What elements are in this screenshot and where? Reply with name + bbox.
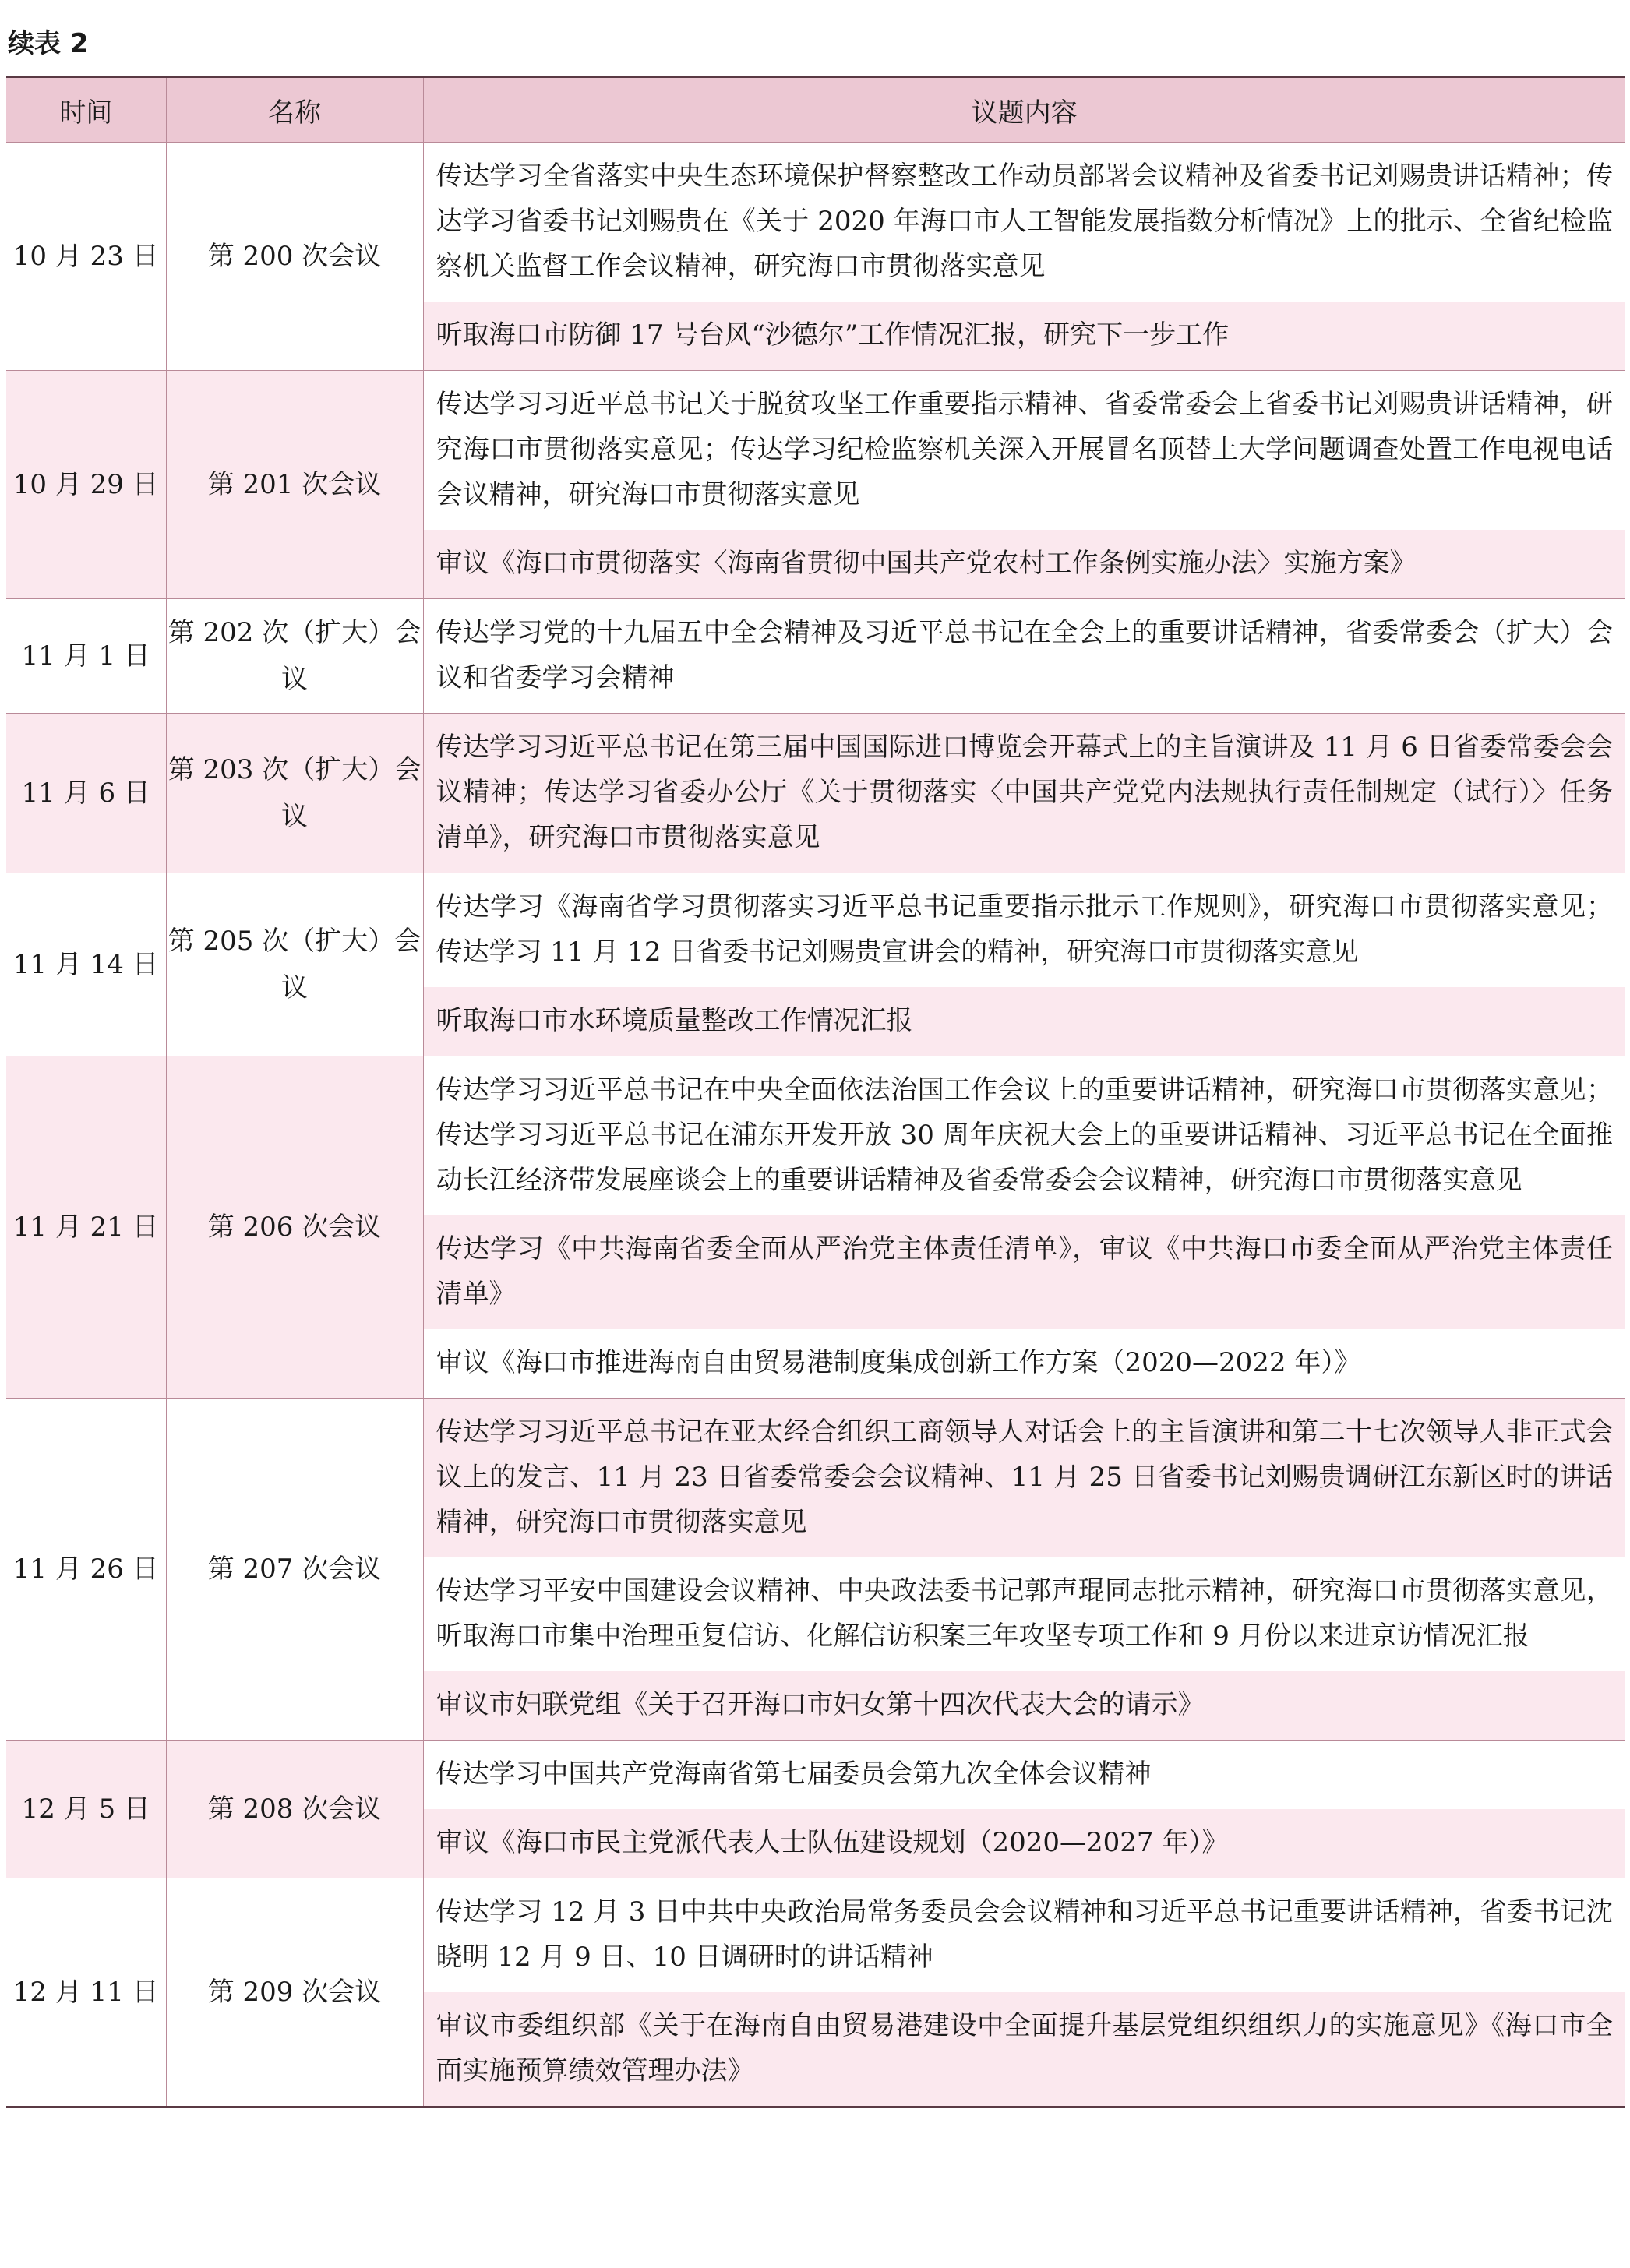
header-topics: 议题内容 [423, 77, 1625, 143]
meeting-topic: 传达学习平安中国建设会议精神、中央政法委书记郭声琨同志批示精神，研究海口市贯彻落实意见，听取海口市集中治理重复信访、化解信访积案三年攻坚专项工作和 9 月份以来进京访情况汇报 [423, 1557, 1625, 1671]
table-row [6, 1741, 1625, 1810]
table-caption: 续表 2 [8, 28, 89, 59]
meeting-name: 第 205 次（扩大）会议 [166, 873, 423, 1056]
meeting-name: 第 200 次会议 [166, 143, 423, 371]
table-row [6, 714, 1625, 873]
meeting-topic: 传达学习《海南省学习贯彻落实习近平总书记重要指示批示工作规则》，研究海口市贯彻落实意见；传达学习 11 月 12 日省委书记刘赐贵宣讲会的精神，研究海口市贯彻落实意见 [423, 873, 1625, 988]
meeting-topic: 传达学习习近平总书记在亚太经合组织工商领导人对话会上的主旨演讲和第二十七次领导人非正式会议上的发言、11 月 23 日省委常委会会议精神、11 月 25 日省委书记刘赐贵调研江东新区时的讲话精神，研究海口市贯彻落实意见 [423, 1399, 1625, 1558]
meeting-date: 11 月 26 日 [6, 1399, 166, 1741]
meeting-topic: 传达学习全省落实中央生态环境保护督察整改工作动员部署会议精神及省委书记刘赐贵讲话精神；传达学习省委书记刘赐贵在《关于 2020 年海口市人工智能发展指数分析情况》上的批示、全省纪检监察机关监督工作会议精神，研究海口市贯彻落实意见 [423, 143, 1625, 302]
meeting-date: 12 月 5 日 [6, 1741, 166, 1878]
table-row [6, 371, 1625, 531]
header-name: 名称 [166, 77, 423, 143]
meeting-name: 第 208 次会议 [166, 1741, 423, 1878]
meeting-topic: 传达学习习近平总书记在第三届中国国际进口博览会开幕式上的主旨演讲及 11 月 6 日省委常委会会议精神；传达学习省委办公厅《关于贯彻落实〈中国共产党党内法规执行责任制规定（试行）〉任务清单》，研究海口市贯彻落实意见 [423, 714, 1625, 873]
meeting-date: 10 月 23 日 [6, 143, 166, 371]
meeting-date: 11 月 14 日 [6, 873, 166, 1056]
meeting-topic: 审议《海口市贯彻落实〈海南省贯彻中国共产党农村工作条例实施办法〉实施方案》 [423, 530, 1625, 599]
table-row [6, 873, 1625, 988]
meeting-topic: 审议市妇联党组《关于召开海口市妇女第十四次代表大会的请示》 [423, 1671, 1625, 1741]
meeting-date: 11 月 1 日 [6, 599, 166, 714]
meeting-topic: 传达学习习近平总书记在中央全面依法治国工作会议上的重要讲话精神，研究海口市贯彻落实意见；传达学习习近平总书记在浦东开发开放 30 周年庆祝大会上的重要讲话精神、习近平总书记在全面推动长江经济带发展座谈会上的重要讲话精神及省委常委会会议精神，研究海口市贯彻落实意见 [423, 1056, 1625, 1216]
meeting-name: 第 207 次会议 [166, 1399, 423, 1741]
header-date: 时间 [6, 77, 166, 143]
table-header-row [6, 77, 1625, 143]
table-row [6, 143, 1625, 302]
meeting-topic: 传达学习习近平总书记关于脱贫攻坚工作重要指示精神、省委常委会上省委书记刘赐贵讲话精神，研究海口市贯彻落实意见；传达学习纪检监察机关深入开展冒名顶替上大学问题调查处置工作电视电话会议精神，研究海口市贯彻落实意见 [423, 371, 1625, 531]
table-row [6, 1878, 1625, 1993]
meeting-topic: 传达学习中国共产党海南省第七届委员会第九次全体会议精神 [423, 1741, 1625, 1810]
meeting-date: 11 月 6 日 [6, 714, 166, 873]
meeting-table [6, 76, 1625, 2108]
meeting-topic: 听取海口市防御 17 号台风“沙德尔”工作情况汇报，研究下一步工作 [423, 302, 1625, 371]
meeting-topic: 审议《海口市推进海南自由贸易港制度集成创新工作方案（2020—2022 年）》 [423, 1329, 1625, 1399]
meeting-topic: 传达学习党的十九届五中全会精神及习近平总书记在全会上的重要讲话精神，省委常委会（扩大）会议和省委学习会精神 [423, 599, 1625, 714]
meeting-topic: 审议《海口市民主党派代表人士队伍建设规划（2020—2027 年）》 [423, 1809, 1625, 1878]
meeting-name: 第 201 次会议 [166, 371, 423, 599]
meeting-name: 第 206 次会议 [166, 1056, 423, 1399]
meeting-topic: 审议市委组织部《关于在海南自由贸易港建设中全面提升基层党组织组织力的实施意见》《海口市全面实施预算绩效管理办法》 [423, 1992, 1625, 2107]
meeting-name: 第 209 次会议 [166, 1878, 423, 2108]
table-row [6, 1399, 1625, 1558]
meeting-name: 第 203 次（扩大）会议 [166, 714, 423, 873]
meeting-date: 11 月 21 日 [6, 1056, 166, 1399]
meeting-topic: 传达学习 12 月 3 日中共中央政治局常务委员会会议精神和习近平总书记重要讲话精神，省委书记沈晓明 12 月 9 日、10 日调研时的讲话精神 [423, 1878, 1625, 1993]
meeting-date: 12 月 11 日 [6, 1878, 166, 2108]
table-row [6, 599, 1625, 714]
meeting-name: 第 202 次（扩大）会议 [166, 599, 423, 714]
meeting-topic: 传达学习《中共海南省委全面从严治党主体责任清单》，审议《中共海口市委全面从严治党主体责任清单》 [423, 1215, 1625, 1329]
table-row [6, 1056, 1625, 1216]
meeting-topic: 听取海口市水环境质量整改工作情况汇报 [423, 987, 1625, 1056]
meeting-date: 10 月 29 日 [6, 371, 166, 599]
